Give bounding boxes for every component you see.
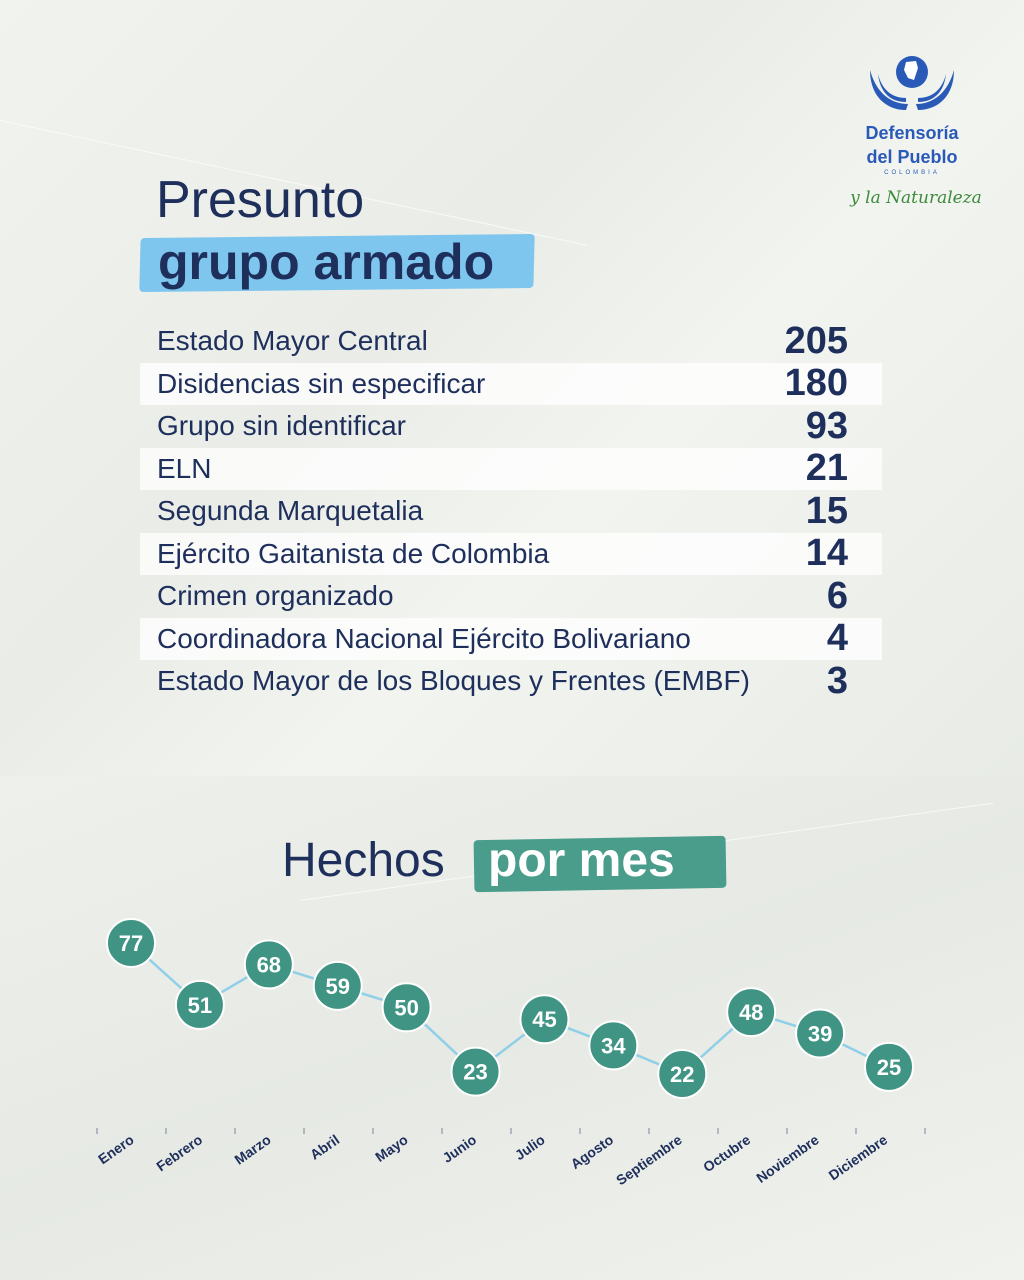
section1-title: Presunto	[156, 171, 365, 229]
x-tick-label: Septiembre	[613, 1131, 685, 1189]
x-tick-label: Diciembre	[825, 1131, 891, 1184]
x-tick-label: Abril	[306, 1131, 343, 1163]
table-row	[140, 320, 882, 363]
chart-title-highlight: por mes	[488, 834, 675, 887]
monthly-line-chart	[0, 900, 1024, 1230]
group-value: 14	[805, 532, 848, 575]
x-tick-label: Junio	[439, 1131, 480, 1166]
logo-tagline: y la Naturaleza	[850, 188, 982, 208]
group-label: Ejército Gaitanista de Colombia	[157, 537, 550, 569]
group-value: 3	[826, 659, 848, 702]
group-value: 180	[784, 362, 848, 405]
x-tick-label: Julio	[511, 1131, 548, 1164]
table-row	[140, 533, 882, 576]
table-row	[140, 405, 882, 448]
group-value: 15	[805, 489, 848, 532]
data-label: 23	[463, 1059, 488, 1085]
table-row	[140, 490, 882, 533]
table-row	[140, 363, 882, 406]
x-tick-label: Octubre	[700, 1131, 754, 1176]
group-label: Segunda Marquetalia	[157, 495, 424, 527]
x-tick-label: Agosto	[567, 1131, 617, 1173]
groups-table	[140, 320, 882, 703]
chart-title: Hechos	[282, 834, 445, 887]
group-value: 6	[826, 574, 848, 617]
table-row	[140, 448, 882, 491]
group-value: 93	[805, 404, 848, 447]
group-label: Grupo sin identificar	[157, 410, 407, 442]
data-label: 48	[738, 1000, 764, 1026]
logo-country: COLOMBIA	[884, 170, 940, 176]
group-label: Estado Mayor Central	[157, 325, 428, 357]
x-tick-label: Marzo	[231, 1131, 274, 1168]
group-value: 205	[784, 319, 848, 362]
logo-line2: del Pueblo	[866, 147, 958, 167]
table-row	[140, 660, 882, 703]
data-label: 39	[807, 1021, 833, 1047]
x-tick-label: Febrero	[153, 1131, 206, 1175]
data-label: 51	[187, 992, 213, 1018]
table-row	[140, 575, 882, 618]
group-value: 4	[826, 617, 848, 660]
group-label: Estado Mayor de los Bloques y Frentes (EMBF)	[157, 665, 750, 697]
data-label: 59	[325, 973, 350, 999]
group-label: ELN	[157, 452, 212, 484]
table-row	[140, 618, 882, 661]
data-label: 45	[532, 1007, 557, 1033]
data-label: 25	[876, 1054, 902, 1080]
group-label: Disidencias sin especificar	[157, 367, 486, 399]
logo-line1: Defensoría	[865, 123, 959, 143]
group-label: Crimen organizado	[157, 580, 394, 612]
group-label: Coordinadora Nacional Ejército Bolivariano	[157, 622, 691, 654]
dove-hands-icon	[846, 52, 978, 118]
section1-subtitle: grupo armado	[158, 234, 495, 290]
data-label: 68	[256, 952, 282, 978]
data-label: 77	[118, 931, 144, 956]
group-value: 21	[805, 447, 848, 490]
data-label: 34	[601, 1033, 626, 1059]
defensoria-logo	[846, 52, 986, 232]
x-tick-label: Noviembre	[753, 1131, 822, 1186]
data-label: 50	[394, 995, 419, 1021]
x-tick-label: Mayo	[372, 1131, 411, 1165]
data-label: 22	[670, 1062, 695, 1087]
x-tick-label: Enero	[95, 1131, 137, 1168]
